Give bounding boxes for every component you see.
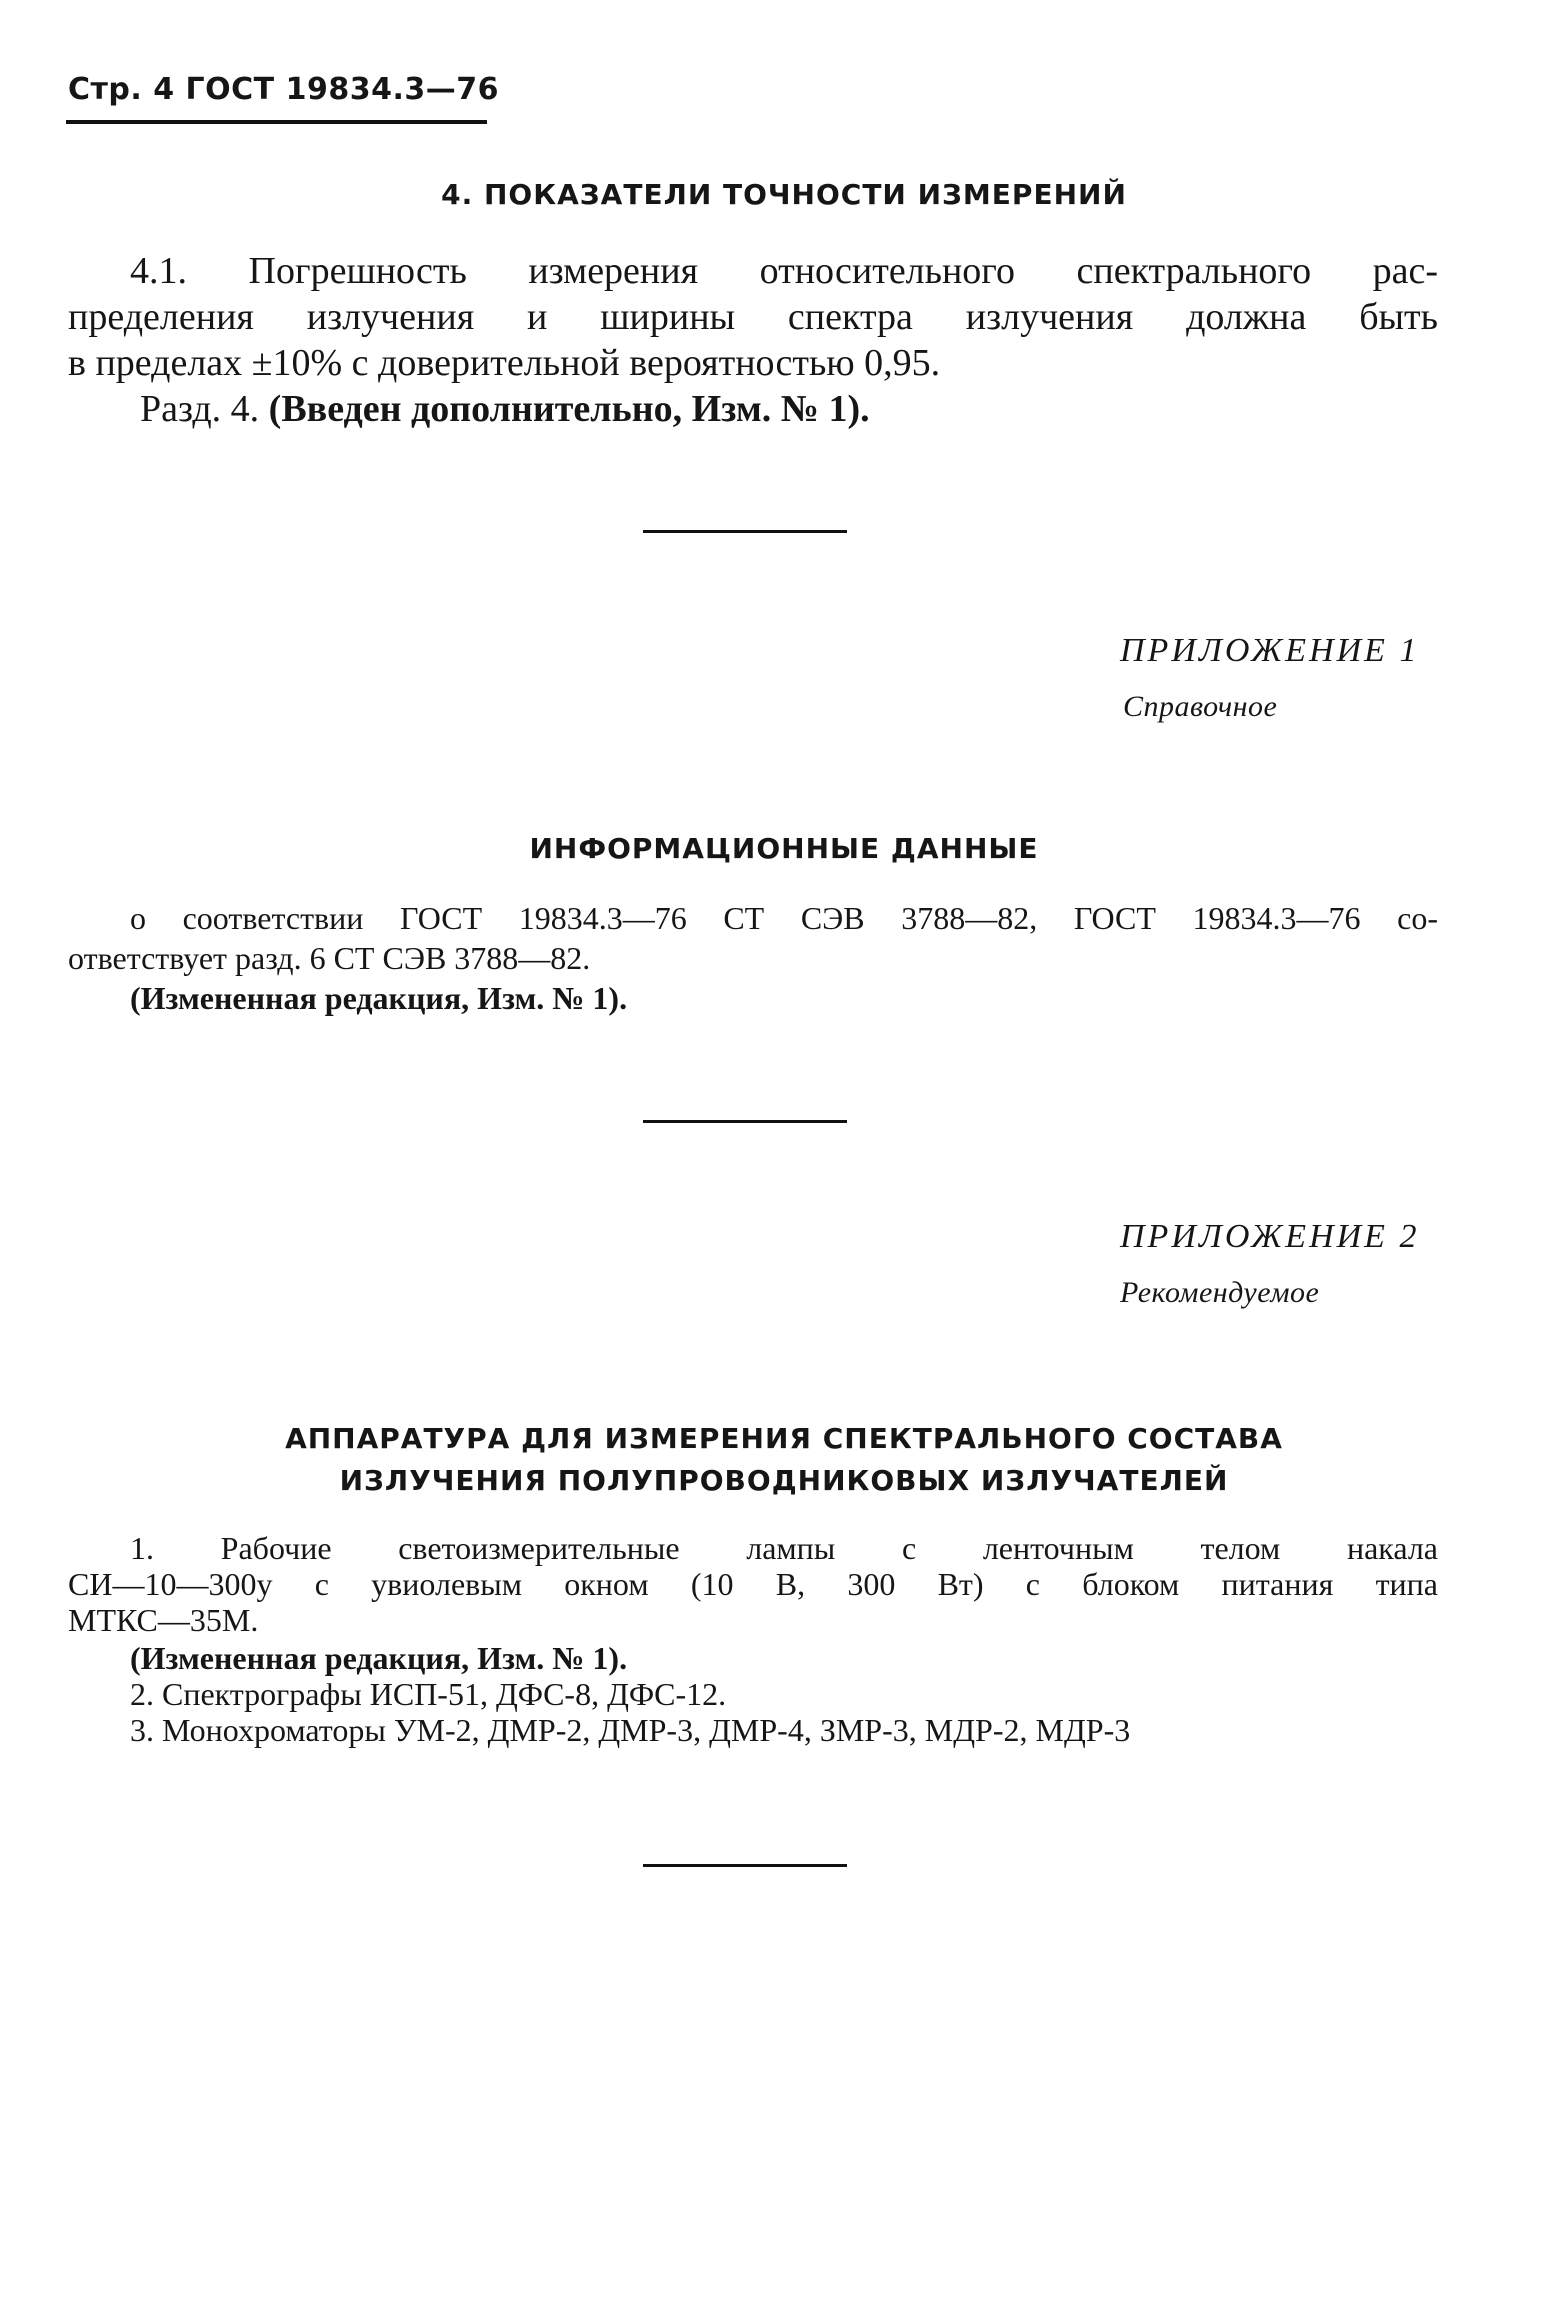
separator-line [643,530,847,533]
appendix-2-title-line: ИЗЛУЧЕНИЯ ПОЛУПРОВОДНИКОВЫХ ИЗЛУЧАТЕЛЕЙ [339,1464,1229,1497]
appendix-1-amendment-note: (Измененная редакция, Изм. № 1). [130,980,628,1016]
amendment-text: (Введен дополнительно, Изм. № 1). [268,388,870,430]
appendix-2-label: ПРИЛОЖЕНИЕ 2 [1120,1218,1420,1255]
separator-line [643,1864,847,1867]
appendix-1-type: Справочное [1123,690,1278,723]
separator-line [643,1120,847,1123]
section-4-title: 4. ПОКАЗАТЕЛИ ТОЧНОСТИ ИЗМЕРЕНИЙ [441,178,1127,211]
paragraph-4-1-line: в пределах ±10% с доверительной вероятностью 0,95. [68,342,941,384]
appendix-2-item-2: 2. Спектрографы ИСП-51, ДФС-8, ДФС-12. [130,1676,727,1712]
header-underline [66,120,487,124]
appendix-2-amendment-note: (Измененная редакция, Изм. № 1). [130,1640,628,1676]
appendix-2-title-line: АППАРАТУРА ДЛЯ ИЗМЕРЕНИЯ СПЕКТРАЛЬНОГО СОСТАВА [285,1422,1283,1455]
appendix-2-title [0,1418,1568,1502]
appendix-1-label: ПРИЛОЖЕНИЕ 1 [1120,632,1420,669]
appendix-1-line: ответствует разд. 6 СТ СЭВ 3788—82. [68,940,591,976]
page-header: Стр. 4 ГОСТ 19834.3—76 [68,72,499,107]
appendix-2-item-1-line: СИ—10—300у с увиолевым окном (10 В, 300 Вт) с блоком питания типа [68,1566,1438,1602]
section-4-amendment-note [140,386,870,432]
paragraph-4-1-line: 4.1. Погрешность измерения относительного спектрального рас- [130,250,1438,292]
appendix-2-item-3: 3. Монохроматоры УМ-2, ДМР-2, ДМР-3, ДМР-4, ЗМР-3, МДР-2, МДР-3 [130,1712,1131,1748]
paragraph-4-1 [68,248,1438,386]
appendix-1-title: ИНФОРМАЦИОННЫЕ ДАННЫЕ [529,832,1039,865]
appendix-2-item-1-line: МТКС—35М. [68,1602,259,1638]
appendix-1-line: о соответствии ГОСТ 19834.3—76 СТ СЭВ 3788—82, ГОСТ 19834.3—76 со- [130,900,1438,936]
amendment-prefix: Разд. 4. [140,388,260,430]
appendix-1-text [68,898,1438,978]
appendix-2-item-1 [68,1530,1438,1638]
appendix-2-item-1-line: 1. Рабочие светоизмерительные лампы с ленточным телом накала [130,1530,1438,1566]
appendix-2-type: Рекомендуемое [1120,1276,1320,1309]
paragraph-4-1-line: пределения излучения и ширины спектра излучения должна быть [68,296,1438,338]
